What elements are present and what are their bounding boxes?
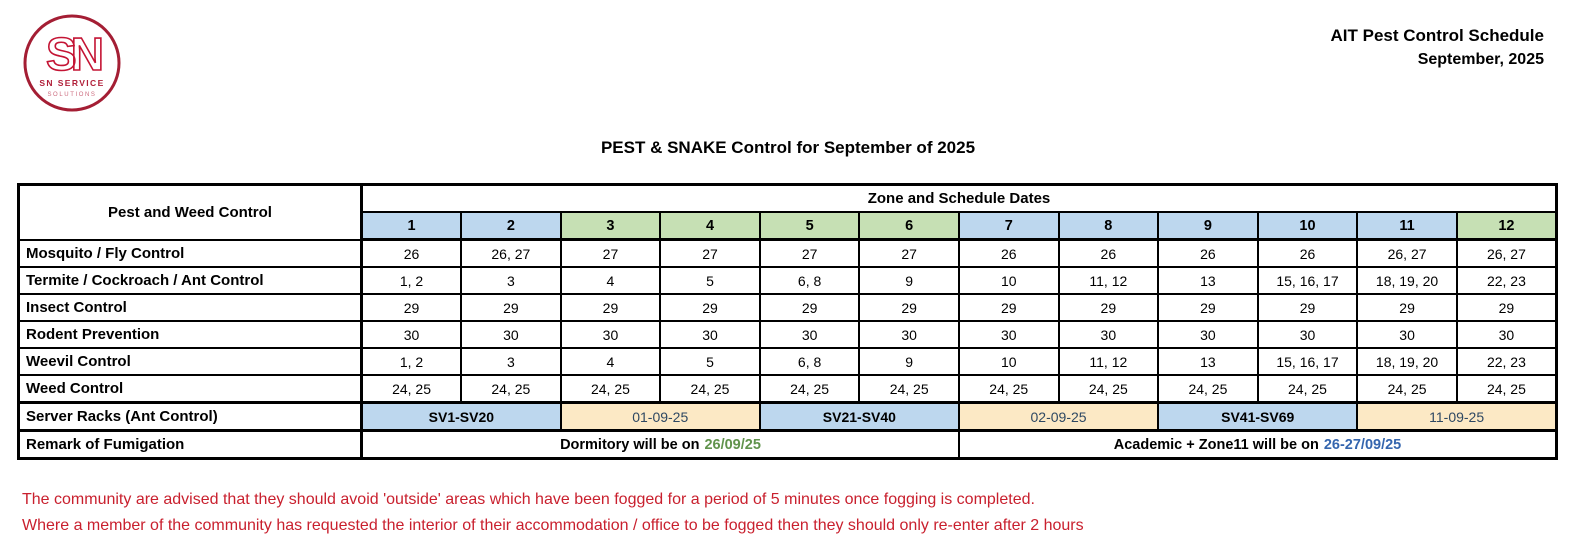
row-label: Mosquito / Fly Control <box>19 240 362 268</box>
schedule-cell: 29 <box>859 294 959 321</box>
schedule-cell: 30 <box>1258 321 1358 348</box>
table-row <box>19 267 1557 294</box>
schedule-cell: 26, 27 <box>1457 240 1557 268</box>
schedule-cell: 24, 25 <box>859 375 959 403</box>
schedule-cell: 5 <box>660 267 760 294</box>
zone-header-3: 3 <box>561 212 661 240</box>
remark-dormitory-date: 26/09/25 <box>704 436 761 453</box>
row-label: Rodent Prevention <box>19 321 362 348</box>
sheet-title: PEST & SNAKE Control for September of 2025 <box>600 138 976 157</box>
company-logo <box>22 13 122 113</box>
header-row-zones <box>19 185 1557 213</box>
schedule-cell: 27 <box>660 240 760 268</box>
schedule-cell: 10 <box>959 267 1059 294</box>
schedule-cell: 15, 16, 17 <box>1258 267 1358 294</box>
schedule-cell: 24, 25 <box>959 375 1059 403</box>
schedule-cell: 24, 25 <box>362 375 462 403</box>
schedule-cell: 24, 25 <box>1059 375 1159 403</box>
schedule-cell: 30 <box>760 321 860 348</box>
schedule-table <box>17 183 1558 460</box>
schedule-cell: 10 <box>959 348 1059 375</box>
schedule-cell: 30 <box>959 321 1059 348</box>
schedule-cell: 24, 25 <box>461 375 561 403</box>
warning-line-1: The community are advised that they should avoid 'outside' areas which have been fogged for a period of 5 minutes once fogging is completed. <box>22 491 1035 508</box>
server-racks-row <box>19 403 1557 431</box>
schedule-cell: 26 <box>1158 240 1258 268</box>
schedule-cell: 30 <box>561 321 661 348</box>
zone-header-8: 8 <box>1059 212 1159 240</box>
schedule-cell: 30 <box>1158 321 1258 348</box>
schedule-cell: 6, 8 <box>760 348 860 375</box>
fumigation-warnings <box>22 487 1084 539</box>
corner-label: Pest and Weed Control <box>19 185 362 240</box>
schedule-cell: 29 <box>461 294 561 321</box>
zone-header-6: 6 <box>859 212 959 240</box>
row-label: Insect Control <box>19 294 362 321</box>
remark-academic <box>959 431 1557 459</box>
schedule-cell: 27 <box>561 240 661 268</box>
table-row <box>19 294 1557 321</box>
schedule-cell: 1, 2 <box>362 348 462 375</box>
zone-header-2: 2 <box>461 212 561 240</box>
zones-header: Zone and Schedule Dates <box>362 185 1557 213</box>
document-header <box>1331 24 1544 72</box>
schedule-cell: 9 <box>859 348 959 375</box>
schedule-cell: 6, 8 <box>760 267 860 294</box>
server-rack-range: SV1-SV20 <box>362 403 561 431</box>
zone-header-4: 4 <box>660 212 760 240</box>
row-label: Server Racks (Ant Control) <box>19 403 362 431</box>
server-rack-range: SV21-SV40 <box>760 403 959 431</box>
row-label: Termite / Cockroach / Ant Control <box>19 267 362 294</box>
schedule-cell: 27 <box>760 240 860 268</box>
schedule-cell: 13 <box>1158 267 1258 294</box>
zone-header-12: 12 <box>1457 212 1557 240</box>
schedule-cell: 18, 19, 20 <box>1357 348 1457 375</box>
schedule-cell: 30 <box>1357 321 1457 348</box>
schedule-cell: 3 <box>461 267 561 294</box>
server-rack-range: SV41-SV69 <box>1158 403 1357 431</box>
row-label: Remark of Fumigation <box>19 431 362 459</box>
remark-academic-date: 26-27/09/25 <box>1323 436 1402 453</box>
schedule-cell: 29 <box>1158 294 1258 321</box>
schedule-cell: 26 <box>1059 240 1159 268</box>
schedule-cell: 30 <box>461 321 561 348</box>
schedule-cell: 29 <box>1258 294 1358 321</box>
document-subtitle: September, 2025 <box>1417 51 1544 68</box>
schedule-cell: 1, 2 <box>362 267 462 294</box>
schedule-cell: 4 <box>561 267 661 294</box>
schedule-cell: 29 <box>1059 294 1159 321</box>
schedule-cell: 29 <box>760 294 860 321</box>
schedule-cell: 13 <box>1158 348 1258 375</box>
remark-row <box>19 431 1557 459</box>
schedule-cell: 26 <box>362 240 462 268</box>
logo-monogram: SN <box>46 28 98 80</box>
server-rack-date: 02-09-25 <box>959 403 1158 431</box>
zone-header-9: 9 <box>1158 212 1258 240</box>
table-row <box>19 321 1557 348</box>
table-row <box>19 348 1557 375</box>
zone-header-10: 10 <box>1258 212 1358 240</box>
schedule-cell: 22, 23 <box>1457 348 1557 375</box>
row-label: Weed Control <box>19 375 362 403</box>
logo-line1: SN SERVICE <box>39 78 105 88</box>
schedule-cell: 30 <box>660 321 760 348</box>
schedule-cell: 4 <box>561 348 661 375</box>
schedule-cell: 9 <box>859 267 959 294</box>
schedule-cell: 24, 25 <box>1457 375 1557 403</box>
schedule-cell: 26, 27 <box>1357 240 1457 268</box>
server-rack-date: 11-09-25 <box>1357 403 1556 431</box>
schedule-cell: 29 <box>660 294 760 321</box>
schedule-cell: 29 <box>362 294 462 321</box>
remark-dormitory-text: Dormitory will be on <box>560 436 700 453</box>
schedule-cell: 26 <box>1258 240 1358 268</box>
schedule-cell: 15, 16, 17 <box>1258 348 1358 375</box>
schedule-cell: 26, 27 <box>461 240 561 268</box>
schedule-body <box>19 185 1557 459</box>
server-rack-date: 01-09-25 <box>561 403 760 431</box>
schedule-cell: 30 <box>1059 321 1159 348</box>
zone-header-7: 7 <box>959 212 1059 240</box>
schedule-cell: 24, 25 <box>561 375 661 403</box>
row-label: Weevil Control <box>19 348 362 375</box>
schedule-cell: 30 <box>859 321 959 348</box>
schedule-cell: 24, 25 <box>760 375 860 403</box>
schedule-cell: 29 <box>1457 294 1557 321</box>
logo-line2: SOLUTIONS <box>47 92 97 98</box>
table-row <box>19 240 1557 268</box>
schedule-cell: 24, 25 <box>1258 375 1358 403</box>
schedule-cell: 18, 19, 20 <box>1357 267 1457 294</box>
schedule-cell: 24, 25 <box>660 375 760 403</box>
schedule-cell: 29 <box>959 294 1059 321</box>
sn-logo-icon <box>22 13 122 113</box>
zone-header-1: 1 <box>362 212 462 240</box>
schedule-cell: 29 <box>561 294 661 321</box>
schedule-cell: 30 <box>362 321 462 348</box>
schedule-cell: 11, 12 <box>1059 348 1159 375</box>
zone-header-5: 5 <box>760 212 860 240</box>
remark-academic-text: Academic + Zone11 will be on <box>1113 436 1319 453</box>
warning-line-2: Where a member of the community has requested the interior of their accommodation / office to be fogged then they should only re-enter after 2 hours <box>22 517 1084 534</box>
zone-header-11: 11 <box>1357 212 1457 240</box>
schedule-cell: 29 <box>1357 294 1457 321</box>
schedule-cell: 11, 12 <box>1059 267 1159 294</box>
schedule-cell: 22, 23 <box>1457 267 1557 294</box>
document-title: AIT Pest Control Schedule <box>1330 26 1544 45</box>
table-row <box>19 375 1557 403</box>
schedule-cell: 3 <box>461 348 561 375</box>
schedule-cell: 30 <box>1457 321 1557 348</box>
schedule-cell: 24, 25 <box>1357 375 1457 403</box>
schedule-cell: 24, 25 <box>1158 375 1258 403</box>
remark-dormitory <box>362 431 959 459</box>
schedule-cell: 5 <box>660 348 760 375</box>
schedule-cell: 26 <box>959 240 1059 268</box>
schedule-cell: 27 <box>859 240 959 268</box>
